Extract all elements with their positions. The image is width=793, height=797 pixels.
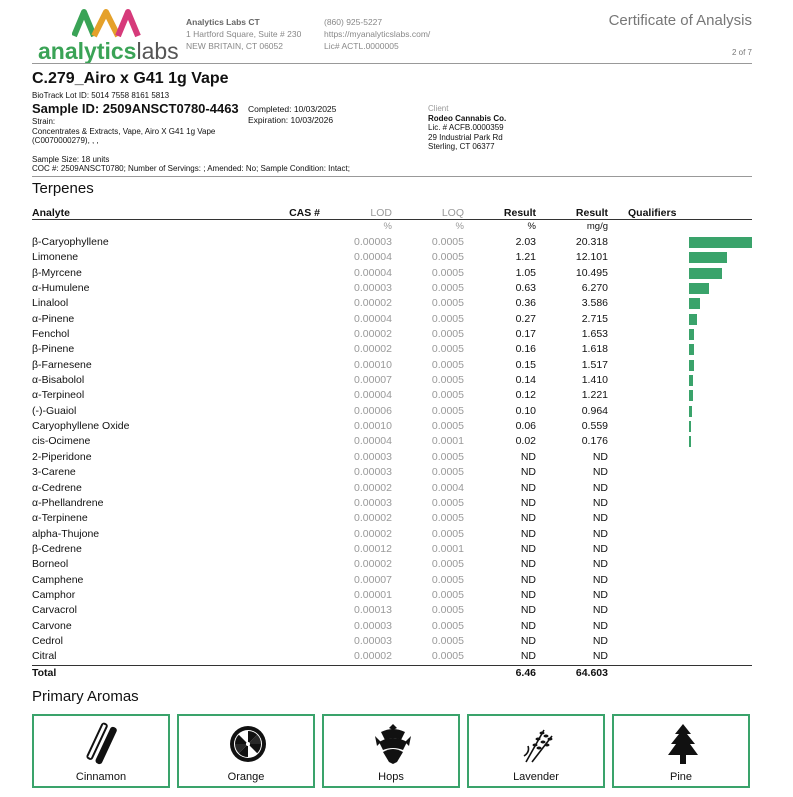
result-mg: ND xyxy=(592,604,608,617)
result-mg: ND xyxy=(592,558,608,571)
result-pct: 2.03 xyxy=(515,236,536,248)
client-info xyxy=(428,104,506,152)
result-mg: ND xyxy=(592,588,608,601)
analyte-name: Borneol xyxy=(32,558,69,571)
sample-size: Sample Size: 18 units xyxy=(32,155,110,164)
logo-text: analyticslabs xyxy=(38,38,179,64)
table-row xyxy=(32,573,752,588)
table-row xyxy=(32,527,752,542)
terpenes-table xyxy=(32,206,752,680)
strain-info xyxy=(32,117,262,146)
lod-value: 0.00004 xyxy=(354,266,392,279)
aroma-card-cinnamon xyxy=(32,714,170,788)
result-pct: ND xyxy=(520,450,536,463)
result-bar xyxy=(689,237,752,248)
analyte-name: α-Bisabolol xyxy=(32,374,85,387)
divider xyxy=(32,63,752,64)
loq-value: 0.0005 xyxy=(431,282,464,295)
lod-value: 0.00002 xyxy=(354,343,392,356)
result-mg: ND xyxy=(592,573,608,586)
hops-icon xyxy=(373,722,413,766)
table-row xyxy=(32,649,752,664)
analyte-name: 2-Piperidone xyxy=(32,450,92,463)
result-mg: ND xyxy=(592,619,608,632)
table-row xyxy=(32,312,752,327)
table-row xyxy=(32,296,752,311)
result-pct: 0.17 xyxy=(515,328,536,341)
table-row xyxy=(32,542,752,557)
strain-label: Strain: xyxy=(32,117,56,126)
col-result-mg: Result xyxy=(575,207,608,219)
result-pct: 0.63 xyxy=(515,282,536,295)
result-pct: ND xyxy=(520,481,536,494)
client-license: Lic. # ACFB.0000359 xyxy=(428,123,504,132)
table-row xyxy=(32,235,752,250)
analyte-name: Caryophyllene Oxide xyxy=(32,420,130,433)
result-pct: 0.14 xyxy=(515,374,536,387)
analyte-name: Camphor xyxy=(32,588,76,601)
loq-value: 0.0001 xyxy=(431,435,464,448)
table-header xyxy=(32,206,752,220)
loq-value: 0.0005 xyxy=(431,297,464,310)
result-mg: 1.653 xyxy=(581,328,608,341)
lod-value: 0.00010 xyxy=(354,358,392,371)
aroma-label: Pine xyxy=(669,771,693,783)
loq-value: 0.0004 xyxy=(431,481,464,494)
loq-value: 0.0005 xyxy=(431,450,464,463)
table-row xyxy=(32,266,752,281)
lod-value: 0.00004 xyxy=(354,435,392,448)
loq-value: 0.0005 xyxy=(431,650,464,663)
lod-value: 0.00007 xyxy=(354,573,392,586)
result-bar xyxy=(689,421,691,432)
lod-value: 0.00003 xyxy=(354,466,392,479)
analyte-name: α-Terpineol xyxy=(32,389,85,402)
col-loq: LOQ xyxy=(441,207,464,219)
analyte-name: Fenchol xyxy=(32,328,70,341)
client-name: Rodeo Cannabis Co. xyxy=(428,113,507,123)
lab-license: Lic# ACTL.0000005 xyxy=(324,41,399,51)
lod-value: 0.00001 xyxy=(354,588,392,601)
table-row xyxy=(32,634,752,649)
client-label: Client xyxy=(428,104,449,113)
result-mg: ND xyxy=(592,634,608,647)
result-bar xyxy=(689,314,697,325)
table-units-row xyxy=(32,220,752,235)
table-row xyxy=(32,388,752,403)
loq-value: 0.0005 xyxy=(431,588,464,601)
lab-logo xyxy=(38,8,178,64)
table-row xyxy=(32,511,752,526)
lavender-icon xyxy=(518,722,558,766)
strain-line2: (C0070000279), , , xyxy=(32,136,99,145)
lod-value: 0.00003 xyxy=(354,634,392,647)
result-pct: ND xyxy=(520,512,536,525)
loq-value: 0.0005 xyxy=(431,573,464,586)
table-row xyxy=(32,481,752,496)
aromas-section-title: Primary Aromas xyxy=(32,688,139,705)
result-pct: 0.15 xyxy=(515,358,536,371)
result-mg: 20.318 xyxy=(575,236,608,248)
loq-value: 0.0005 xyxy=(431,466,464,479)
analyte-name: Limonene xyxy=(32,251,79,264)
loq-value: 0.0005 xyxy=(431,374,464,387)
lab-website[interactable]: https://myanalyticslabs.com/ xyxy=(324,29,431,39)
analyte-name: 3-Carene xyxy=(32,466,76,479)
result-pct: ND xyxy=(520,650,536,663)
analyte-name: α-Humulene xyxy=(32,282,90,295)
loq-value: 0.0005 xyxy=(431,358,464,371)
analyte-name: cis-Ocimene xyxy=(32,435,91,448)
result-mg: 0.176 xyxy=(581,435,608,448)
loq-value: 0.0005 xyxy=(431,496,464,509)
result-pct: 1.21 xyxy=(515,251,536,264)
lod-value: 0.00012 xyxy=(354,542,392,555)
result-mg: 1.410 xyxy=(581,374,608,387)
lod-value: 0.00002 xyxy=(354,481,392,494)
orange-icon xyxy=(228,722,268,766)
lod-value: 0.00003 xyxy=(354,282,392,295)
result-pct: ND xyxy=(520,588,536,601)
logo-mark-icon xyxy=(72,8,142,38)
aroma-label: Lavender xyxy=(513,771,559,783)
loq-value: 0.0005 xyxy=(431,619,464,632)
analyte-name: (-)-Guaiol xyxy=(32,404,77,417)
loq-value: 0.0001 xyxy=(431,542,464,555)
loq-value: 0.0005 xyxy=(431,634,464,647)
lod-value: 0.00010 xyxy=(354,420,392,433)
cinnamon-icon xyxy=(83,722,123,766)
unit-mg: mg/g xyxy=(586,221,608,232)
result-mg: 1.618 xyxy=(581,343,608,356)
loq-value: 0.0005 xyxy=(431,343,464,356)
unit-pct: % xyxy=(527,221,536,232)
analyte-name: Camphene xyxy=(32,573,84,586)
unit-lod: % xyxy=(383,221,392,232)
lod-value: 0.00013 xyxy=(354,604,392,617)
aroma-card-pine xyxy=(612,714,750,788)
lod-value: 0.00004 xyxy=(354,251,392,264)
result-mg: ND xyxy=(592,481,608,494)
result-bar xyxy=(689,252,727,263)
table-row xyxy=(32,603,752,618)
result-bar xyxy=(689,360,694,371)
result-pct: 0.06 xyxy=(515,420,536,433)
loq-value: 0.0005 xyxy=(431,558,464,571)
analyte-name: Carvone xyxy=(32,619,72,632)
result-bar xyxy=(689,390,693,401)
terpenes-section-title: Terpenes xyxy=(32,180,94,197)
aroma-label: Hops xyxy=(378,771,404,783)
analyte-name: Linalool xyxy=(32,297,69,310)
lod-value: 0.00002 xyxy=(354,558,392,571)
result-mg: ND xyxy=(592,450,608,463)
table-row xyxy=(32,588,752,603)
analyte-name: Citral xyxy=(32,650,57,663)
result-mg: 10.495 xyxy=(575,266,608,279)
analyte-name: β-Myrcene xyxy=(32,266,82,279)
lod-value: 0.00004 xyxy=(354,389,392,402)
lod-value: 0.00002 xyxy=(354,650,392,663)
result-bar xyxy=(689,298,700,309)
result-pct: ND xyxy=(520,496,536,509)
result-pct: ND xyxy=(520,558,536,571)
result-pct: 0.10 xyxy=(515,404,536,417)
result-bar xyxy=(689,436,691,447)
result-mg: ND xyxy=(592,650,608,663)
table-body xyxy=(32,235,752,665)
col-lod: LOD xyxy=(370,207,392,219)
lod-value: 0.00003 xyxy=(354,496,392,509)
result-mg: 1.221 xyxy=(581,389,608,402)
result-bar xyxy=(689,283,709,294)
table-row xyxy=(32,619,752,634)
lod-value: 0.00003 xyxy=(354,619,392,632)
result-mg: 6.270 xyxy=(581,282,608,295)
result-bar xyxy=(689,406,692,417)
product-title: C.279_Airo x G41 1g Vape xyxy=(32,70,229,87)
strain-line1: Concentrates & Extracts, Vape, Airo X G41 1g Vape xyxy=(32,126,216,136)
table-total-row xyxy=(32,665,752,680)
aroma-label: Orange xyxy=(227,771,265,783)
lod-value: 0.00007 xyxy=(354,374,392,387)
unit-loq: % xyxy=(455,221,464,232)
loq-value: 0.0005 xyxy=(431,312,464,325)
result-bar xyxy=(689,375,693,386)
result-pct: 1.05 xyxy=(515,266,536,279)
col-result-pct: Result xyxy=(503,207,536,219)
table-row xyxy=(32,250,752,265)
lab-contact xyxy=(324,16,430,52)
aroma-card-orange xyxy=(177,714,315,788)
analyte-name: Carvacrol xyxy=(32,604,77,617)
result-mg: 0.559 xyxy=(581,420,608,433)
result-bar xyxy=(689,329,694,340)
sample-id: Sample ID: 2509ANSCT0780-4463 xyxy=(32,101,239,116)
coc-info: COC #: 2509ANSCT0780; Number of Servings: ; Amended: No; Sample Condition: Intact; xyxy=(32,164,350,173)
lab-info xyxy=(186,16,301,52)
total-pct: 6.46 xyxy=(515,666,536,679)
result-pct: ND xyxy=(520,619,536,632)
result-mg: ND xyxy=(592,496,608,509)
col-analyte: Analyte xyxy=(32,207,70,219)
result-pct: 0.16 xyxy=(515,343,536,356)
result-bar xyxy=(689,268,722,279)
result-bar xyxy=(689,344,694,355)
lod-value: 0.00002 xyxy=(354,527,392,540)
lab-name: Analytics Labs CT xyxy=(186,17,260,27)
analyte-name: β-Pinene xyxy=(32,343,75,356)
analyte-name: alpha-Thujone xyxy=(32,527,100,540)
analyte-name: β-Farnesene xyxy=(32,358,92,371)
analyte-name: Cedrol xyxy=(32,634,63,647)
loq-value: 0.0005 xyxy=(431,266,464,279)
result-mg: 2.715 xyxy=(581,312,608,325)
loq-value: 0.0005 xyxy=(431,420,464,433)
result-pct: ND xyxy=(520,634,536,647)
lod-value: 0.00004 xyxy=(354,312,392,325)
loq-value: 0.0005 xyxy=(431,604,464,617)
table-row xyxy=(32,358,752,373)
lod-value: 0.00006 xyxy=(354,404,392,417)
sample-size-info xyxy=(32,155,350,173)
client-address1: 29 Industrial Park Rd xyxy=(428,132,503,142)
lod-value: 0.00002 xyxy=(354,512,392,525)
result-mg: ND xyxy=(592,527,608,540)
table-row xyxy=(32,404,752,419)
aromas-row xyxy=(32,714,752,788)
lod-value: 0.00003 xyxy=(354,450,392,463)
table-row xyxy=(32,342,752,357)
result-pct: ND xyxy=(520,542,536,555)
lab-address-line2: NEW BRITAIN, CT 06052 xyxy=(186,41,283,51)
result-pct: 0.36 xyxy=(515,297,536,310)
table-row xyxy=(32,281,752,296)
lod-value: 0.00002 xyxy=(354,328,392,341)
result-mg: ND xyxy=(592,542,608,555)
result-pct: ND xyxy=(520,527,536,540)
lab-phone: (860) 925-5227 xyxy=(324,17,383,27)
analyte-name: α-Terpinene xyxy=(32,512,88,525)
client-address2: Sterling, CT 06377 xyxy=(428,142,495,151)
result-mg: 12.101 xyxy=(575,251,608,264)
result-mg: ND xyxy=(592,512,608,525)
aroma-card-lavender xyxy=(467,714,605,788)
lot-id: BioTrack Lot ID: 5014 7558 8161 5813 xyxy=(32,91,170,100)
table-row xyxy=(32,419,752,434)
loq-value: 0.0005 xyxy=(431,512,464,525)
table-row xyxy=(32,496,752,511)
result-pct: 0.27 xyxy=(515,312,536,325)
result-mg: ND xyxy=(592,466,608,479)
result-pct: ND xyxy=(520,604,536,617)
result-pct: 0.02 xyxy=(515,435,536,448)
total-label: Total xyxy=(32,666,57,679)
aroma-card-hops xyxy=(322,714,460,788)
table-row xyxy=(32,327,752,342)
table-row xyxy=(32,434,752,449)
aroma-label: Cinnamon xyxy=(75,771,127,783)
analyte-name: α-Phellandrene xyxy=(32,496,104,509)
loq-value: 0.0005 xyxy=(431,328,464,341)
lab-address-line1: 1 Hartford Square, Suite # 230 xyxy=(186,29,302,39)
table-row xyxy=(32,373,752,388)
result-mg: 0.964 xyxy=(581,404,608,417)
page-number: 2 of 7 xyxy=(731,48,752,57)
completed-date: Completed: 10/03/2025 xyxy=(248,104,337,114)
table-row xyxy=(32,557,752,572)
analyte-name: β-Cedrene xyxy=(32,542,82,555)
pine-icon xyxy=(663,722,703,766)
table-row xyxy=(32,465,752,480)
analyte-name: α-Pinene xyxy=(32,312,75,325)
lod-value: 0.00002 xyxy=(354,297,392,310)
analyte-name: β-Caryophyllene xyxy=(32,236,109,248)
loq-value: 0.0005 xyxy=(431,236,464,248)
col-cas: CAS # xyxy=(289,207,320,219)
result-mg: 3.586 xyxy=(581,297,608,310)
lod-value: 0.00003 xyxy=(354,236,392,248)
document-title: Certificate of Analysis xyxy=(608,12,752,29)
loq-value: 0.0005 xyxy=(431,389,464,402)
result-mg: 1.517 xyxy=(581,358,608,371)
result-pct: 0.12 xyxy=(515,389,536,402)
total-mg: 64.603 xyxy=(575,666,608,679)
divider xyxy=(32,176,752,177)
loq-value: 0.0005 xyxy=(431,404,464,417)
loq-value: 0.0005 xyxy=(431,251,464,264)
table-row xyxy=(32,450,752,465)
result-pct: ND xyxy=(520,573,536,586)
col-qualifiers: Qualifiers xyxy=(628,207,677,219)
analyte-name: α-Cedrene xyxy=(32,481,82,494)
result-pct: ND xyxy=(520,466,536,479)
loq-value: 0.0005 xyxy=(431,527,464,540)
expiration-date: Expiration: 10/03/2026 xyxy=(248,115,334,125)
